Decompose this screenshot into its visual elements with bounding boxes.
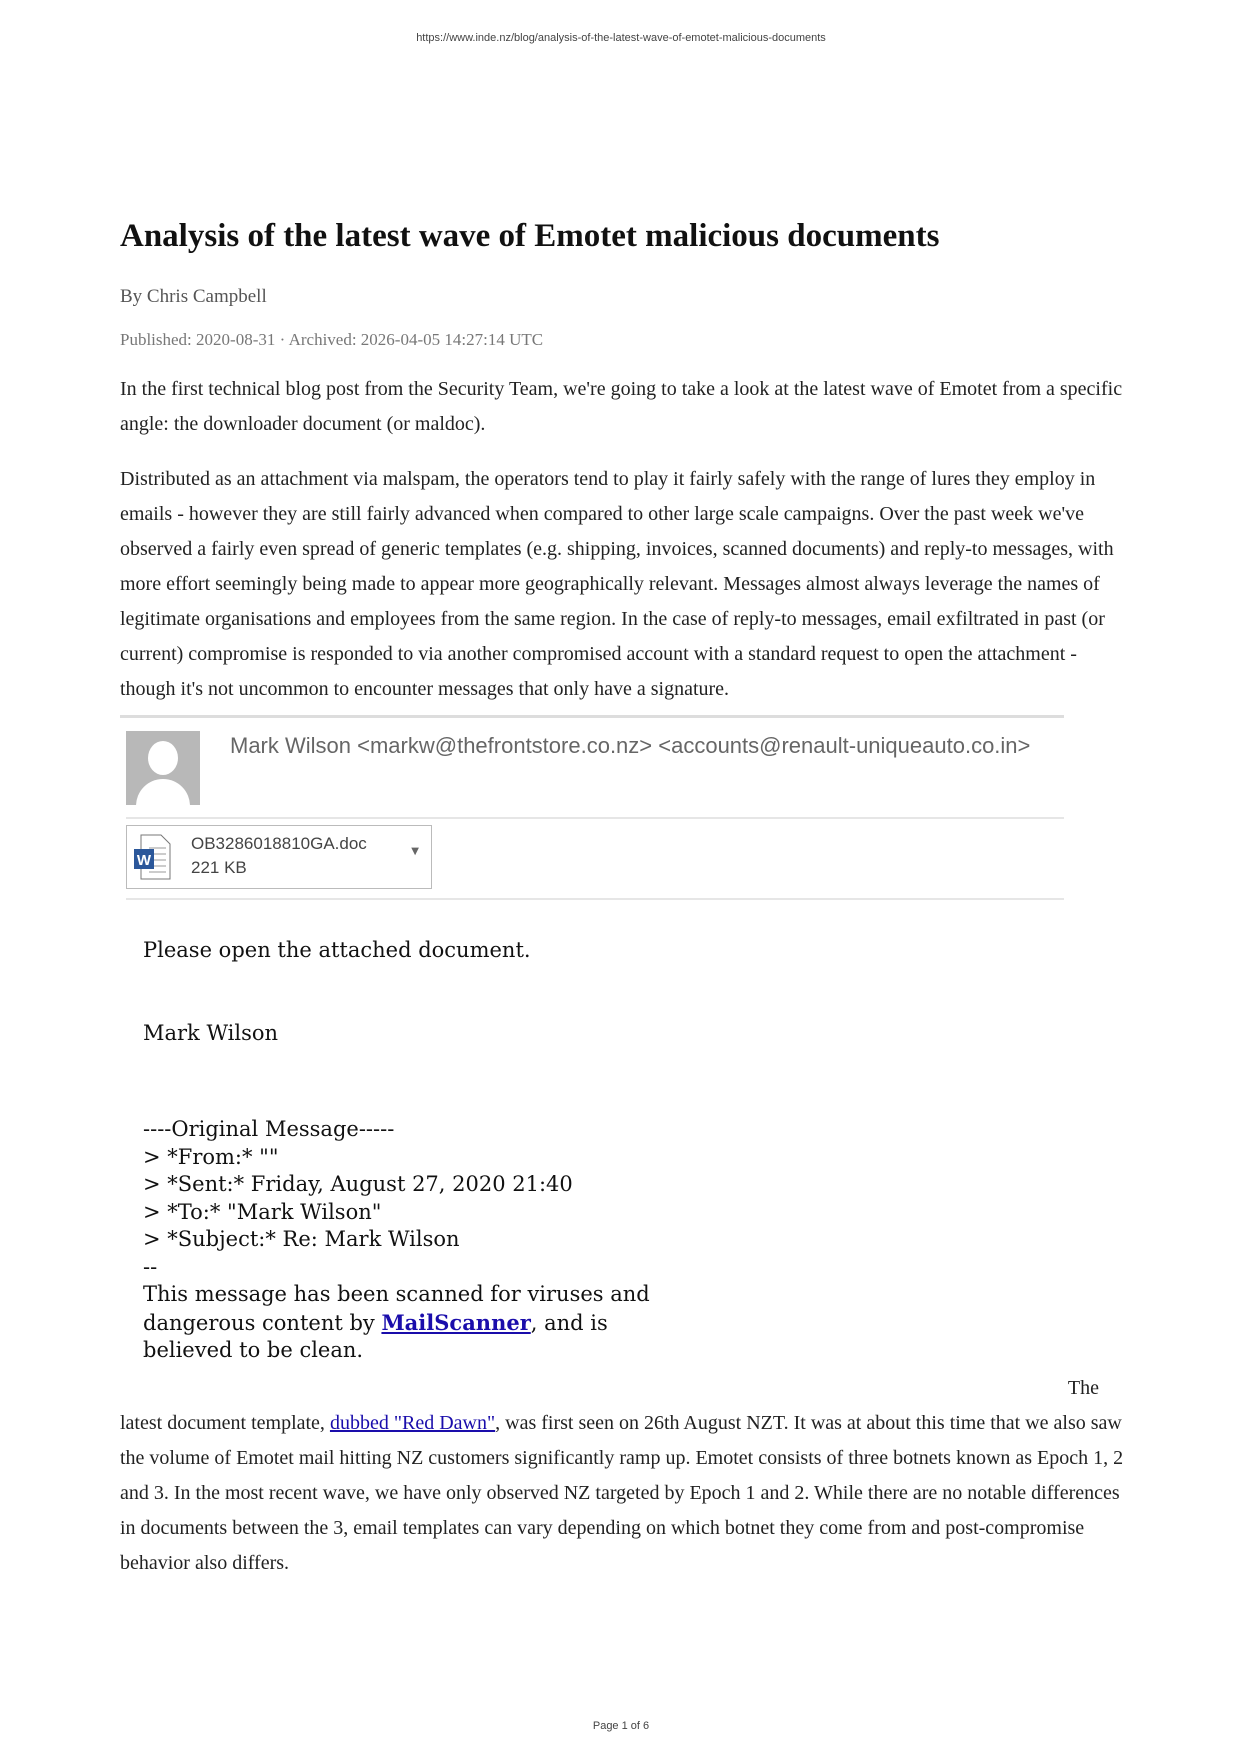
word-document-icon <box>133 834 171 880</box>
email-body-text: Please open the attached document. <box>143 938 531 962</box>
byline: By Chris Campbell <box>120 286 267 307</box>
original-message-header: ----Original Message----- <box>143 1117 395 1141</box>
original-to: > *To:* "Mark Wilson" <box>143 1199 382 1224</box>
article <box>120 214 1130 1601</box>
email-screenshot <box>120 715 1064 1379</box>
paragraph-red-dawn <box>120 1406 1130 1581</box>
email-from: Mark Wilson <markw@thefrontstore.co.nz> <accounts@renault-uniqueauto.co.in> <box>230 733 1031 758</box>
page-url-header: https://www.inde.nz/blog/analysis-of-the-latest-wave-of-emotet-malicious-documents <box>416 32 826 44</box>
scan-notice-text: This message has been scanned for viruses and dangerous content by <box>143 1282 650 1335</box>
scan-notice-text: , and is believed to be clean. <box>143 1310 608 1362</box>
divider <box>120 715 1064 718</box>
paragraph-text: latest document template, <box>120 1412 330 1434</box>
dropdown-arrow-icon: ▼ <box>411 846 419 857</box>
scan-notice <box>143 1281 650 1365</box>
original-subject: > *Subject:* Re: Mark Wilson <box>143 1227 460 1251</box>
paragraph-malspam: Distributed as an attachment via malspam, the operators tend to play it fairly safely with the range of lures they employ in emails - however they are still fairly advanced when compared to other large scale campaigns. Over the past week we've observed a fairly even spread of generic templates (e.g. shipping, invoices, scanned documents) and reply-to messages, with more effort seemingly being made to appear more geographically relevant. Messages almost always leverage the names of legitimate organisations and employees from the same region. In the case of reply-to messages, email exfiltrated in past (or current) compromise is responded to via another compromised account with a standard request to open the attachment - though it's not uncommon to encounter messages that only have a signature. <box>120 468 1114 700</box>
avatar-icon <box>126 731 200 805</box>
article-title: Analysis of the latest wave of Emotet malicious documents <box>120 218 940 254</box>
paragraph-text: , was first seen on 26th August NZT. It was at about this time that we also saw the volume of Emotet mail hitting NZ customers significantly ramp up. Emotet consists of three botnets known as Epoch 1, 2 and 3. In the most recent wave, we have only observed NZ targeted by Epoch 1 and 2. While there are no notable differences in documents between the 3, email templates can vary depending on which botnet they come from and post-compromise behavior also differs. <box>120 1412 1124 1574</box>
mailscanner-link[interactable]: MailScanner <box>381 1309 531 1335</box>
attachment-name: OB3286018810GA.doc <box>191 834 367 853</box>
attachment-size: 221 KB <box>191 858 247 877</box>
red-dawn-link[interactable]: dubbed "Red Dawn" <box>329 1412 496 1434</box>
divider <box>126 898 1064 900</box>
svg-text:W: W <box>136 852 152 869</box>
paragraph-lead-word: The <box>1067 1377 1099 1399</box>
original-sent: > *Sent:* Friday, August 27, 2020 21:40 <box>143 1172 573 1196</box>
email-body <box>143 937 650 1365</box>
publish-meta: Published: 2020-08-31 · Archived: 2026-04-05 14:27:14 UTC <box>120 330 544 349</box>
attachment-chip <box>126 825 432 889</box>
divider <box>126 817 1064 819</box>
page-number: Page 1 of 6 <box>592 1720 650 1732</box>
original-from: > *From:* "" <box>143 1144 279 1169</box>
email-signature: Mark Wilson <box>143 1020 279 1045</box>
paragraph-intro: In the first technical blog post from the Security Team, we're going to take a look at the latest wave of Emotet from a specific angle: the downloader document (or maldoc). <box>120 378 1123 435</box>
signature-separator: -- <box>143 1254 158 1279</box>
